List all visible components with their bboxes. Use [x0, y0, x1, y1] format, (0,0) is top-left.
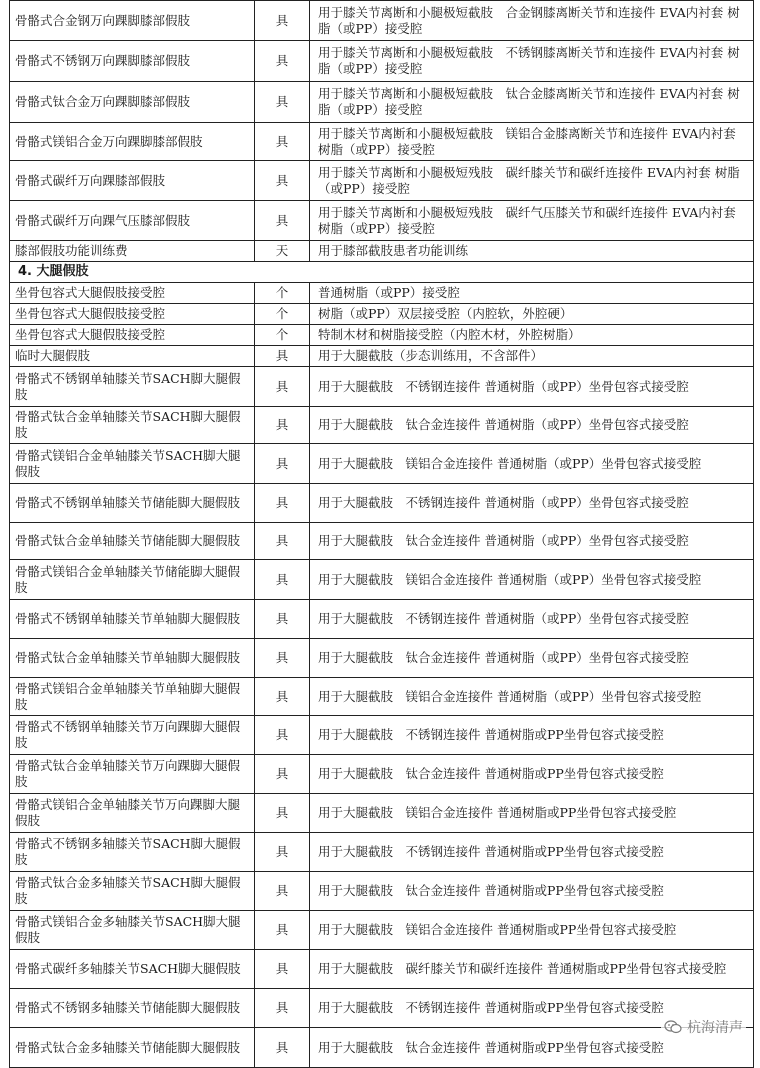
table-row	[10, 161, 754, 201]
description-cell: 用于大腿截肢 钛合金连接件 普通树脂（或PP）坐骨包容式接受腔	[310, 523, 754, 560]
item-name-cell: 骨骼式钛合金多轴膝关节SACH脚大腿假肢	[10, 872, 255, 911]
description-cell: 用于大腿截肢 不锈钢连接件 普通树脂或PP坐骨包容式接受腔	[310, 833, 754, 872]
unit-cell: 个	[255, 304, 310, 325]
item-name-cell: 骨骼式不锈钢单轴膝关节万向踝脚大腿假肢	[10, 716, 255, 755]
description-cell: 用于大腿截肢（步态训练用，不含部件）	[310, 346, 754, 367]
item-name-cell: 骨骼式合金钢万向踝脚膝部假肢	[10, 1, 255, 41]
unit-cell: 具	[255, 123, 310, 161]
description-cell: 普通树脂（或PP）接受腔	[310, 283, 754, 304]
description-cell: 用于大腿截肢 镁铝合金连接件 普通树脂（或PP）坐骨包容式接受腔	[310, 444, 754, 484]
item-name-cell: 骨骼式镁铝合金多轴膝关节SACH脚大腿假肢	[10, 911, 255, 950]
item-name-cell: 骨骼式不锈钢单轴膝关节单轴脚大腿假肢	[10, 600, 255, 639]
description-cell: 用于大腿截肢 不锈钢连接件 普通树脂（或PP）坐骨包容式接受腔	[310, 484, 754, 523]
item-name-cell: 骨骼式碳纤万向踝膝部假肢	[10, 161, 255, 201]
table-row	[10, 950, 754, 989]
unit-cell: 具	[255, 82, 310, 123]
item-name-cell: 骨骼式钛合金单轴膝关节储能脚大腿假肢	[10, 523, 255, 560]
description-cell: 用于膝关节离断和小腿极短截肢 钛合金膝离断关节和连接件 EVA内衬套 树脂（或PP）接受腔	[310, 82, 754, 123]
section-title: 4. 大腿假肢	[10, 262, 754, 283]
item-name-cell: 骨骼式钛合金单轴膝关节单轴脚大腿假肢	[10, 639, 255, 678]
description-cell: 用于大腿截肢 镁铝合金连接件 普通树脂（或PP）坐骨包容式接受腔	[310, 678, 754, 716]
item-name-cell: 坐骨包容式大腿假肢接受腔	[10, 325, 255, 346]
table-row	[10, 241, 754, 262]
description-cell: 用于大腿截肢 碳纤膝关节和碳纤连接件 普通树脂或PP坐骨包容式接受腔	[310, 950, 754, 989]
table-row	[10, 678, 754, 716]
description-cell: 用于大腿截肢 镁铝合金连接件 普通树脂或PP坐骨包容式接受腔	[310, 794, 754, 833]
table-row	[10, 407, 754, 444]
item-name-cell: 骨骼式不锈钢多轴膝关节储能脚大腿假肢	[10, 989, 255, 1028]
wechat-icon	[664, 1020, 682, 1034]
item-name-cell: 骨骼式钛合金单轴膝关节万向踝脚大腿假肢	[10, 755, 255, 794]
table-row	[10, 523, 754, 560]
watermark-text: 杭海清声	[687, 1020, 743, 1036]
table-row	[10, 367, 754, 407]
unit-cell: 具	[255, 911, 310, 950]
description-cell: 用于大腿截肢 钛合金连接件 普通树脂或PP坐骨包容式接受腔	[310, 1028, 754, 1068]
item-name-cell: 骨骼式碳纤万向踝气压膝部假肢	[10, 201, 255, 241]
item-name-cell: 骨骼式碳纤多轴膝关节SACH脚大腿假肢	[10, 950, 255, 989]
item-name-cell: 骨骼式镁铝合金单轴膝关节SACH脚大腿假肢	[10, 444, 255, 484]
table-row	[10, 444, 754, 484]
unit-cell: 具	[255, 716, 310, 755]
item-name-cell: 骨骼式不锈钢单轴膝关节SACH脚大腿假肢	[10, 367, 255, 407]
description-cell: 用于大腿截肢 钛合金连接件 普通树脂或PP坐骨包容式接受腔	[310, 755, 754, 794]
table-row	[10, 833, 754, 872]
description-cell: 用于膝部截肢患者功能训练	[310, 241, 754, 262]
item-name-cell: 骨骼式镁铝合金单轴膝关节单轴脚大腿假肢	[10, 678, 255, 716]
unit-cell: 具	[255, 41, 310, 82]
description-cell: 用于大腿截肢 镁铝合金连接件 普通树脂（或PP）坐骨包容式接受腔	[310, 560, 754, 600]
unit-cell: 具	[255, 833, 310, 872]
description-cell: 特制木材和树脂接受腔（内腔木材，外腔树脂）	[310, 325, 754, 346]
unit-cell: 天	[255, 241, 310, 262]
item-name-cell: 临时大腿假肢	[10, 346, 255, 367]
item-name-cell: 骨骼式不锈钢单轴膝关节储能脚大腿假肢	[10, 484, 255, 523]
unit-cell: 具	[255, 678, 310, 716]
description-cell: 用于膝关节离断和小腿极短截肢 不锈钢膝离断关节和连接件 EVA内衬套 树脂（或PP）接受腔	[310, 41, 754, 82]
unit-cell: 个	[255, 283, 310, 304]
watermark	[661, 1016, 746, 1038]
table-row	[10, 794, 754, 833]
unit-cell: 具	[255, 346, 310, 367]
table-row	[10, 41, 754, 82]
description-cell: 用于大腿截肢 不锈钢连接件 普通树脂（或PP）坐骨包容式接受腔	[310, 367, 754, 407]
description-cell: 用于膝关节离断和小腿极短残肢 碳纤气压膝关节和碳纤连接件 EVA内衬套 树脂（或PP）接受腔	[310, 201, 754, 241]
description-cell: 用于大腿截肢 镁铝合金连接件 普通树脂或PP坐骨包容式接受腔	[310, 911, 754, 950]
table-row	[10, 755, 754, 794]
table-row	[10, 560, 754, 600]
item-name-cell: 骨骼式镁铝合金万向踝脚膝部假肢	[10, 123, 255, 161]
table-row	[10, 304, 754, 325]
description-cell: 树脂（或PP）双层接受腔（内腔软，外腔硬）	[310, 304, 754, 325]
table-row	[10, 1028, 754, 1068]
item-name-cell: 骨骼式钛合金万向踝脚膝部假肢	[10, 82, 255, 123]
description-cell: 用于膝关节离断和小腿极短截肢 镁铝合金膝离断关节和连接件 EVA内衬套 树脂（或PP）接受腔	[310, 123, 754, 161]
unit-cell: 具	[255, 600, 310, 639]
unit-cell: 具	[255, 794, 310, 833]
item-name-cell: 坐骨包容式大腿假肢接受腔	[10, 304, 255, 325]
table-row	[10, 716, 754, 755]
description-cell: 用于大腿截肢 不锈钢连接件 普通树脂或PP坐骨包容式接受腔	[310, 989, 754, 1028]
description-cell: 用于大腿截肢 钛合金连接件 普通树脂或PP坐骨包容式接受腔	[310, 872, 754, 911]
description-cell: 用于大腿截肢 钛合金连接件 普通树脂（或PP）坐骨包容式接受腔	[310, 639, 754, 678]
unit-cell: 具	[255, 872, 310, 911]
unit-cell: 具	[255, 1028, 310, 1068]
unit-cell: 具	[255, 407, 310, 444]
table-row	[10, 346, 754, 367]
item-name-cell: 骨骼式镁铝合金单轴膝关节万向踝脚大腿假肢	[10, 794, 255, 833]
table-row	[10, 201, 754, 241]
unit-cell: 具	[255, 523, 310, 560]
item-name-cell: 坐骨包容式大腿假肢接受腔	[10, 283, 255, 304]
unit-cell: 具	[255, 484, 310, 523]
item-name-cell: 骨骼式镁铝合金单轴膝关节储能脚大腿假肢	[10, 560, 255, 600]
item-name-cell: 骨骼式不锈钢万向踝脚膝部假肢	[10, 41, 255, 82]
description-cell: 用于膝关节离断和小腿极短残肢 碳纤膝关节和碳纤连接件 EVA内衬套 树脂（或PP）接受腔	[310, 161, 754, 201]
unit-cell: 具	[255, 639, 310, 678]
table-row	[10, 872, 754, 911]
table-row	[10, 484, 754, 523]
unit-cell: 个	[255, 325, 310, 346]
description-cell: 用于大腿截肢 不锈钢连接件 普通树脂（或PP）坐骨包容式接受腔	[310, 600, 754, 639]
unit-cell: 具	[255, 444, 310, 484]
table-row	[10, 123, 754, 161]
table-row	[10, 82, 754, 123]
description-cell: 用于膝关节离断和小腿极短截肢 合金钢膝离断关节和连接件 EVA内衬套 树脂（或PP）接受腔	[310, 1, 754, 41]
table-row	[10, 1, 754, 41]
section-header-row	[10, 262, 754, 283]
unit-cell: 具	[255, 161, 310, 201]
description-cell: 用于大腿截肢 钛合金连接件 普通树脂（或PP）坐骨包容式接受腔	[310, 407, 754, 444]
table-body	[10, 1, 754, 1068]
table-row	[10, 600, 754, 639]
price-list-table	[9, 0, 754, 1068]
item-name-cell: 膝部假肢功能训练费	[10, 241, 255, 262]
unit-cell: 具	[255, 367, 310, 407]
table-row	[10, 639, 754, 678]
unit-cell: 具	[255, 950, 310, 989]
item-name-cell: 骨骼式钛合金多轴膝关节储能脚大腿假肢	[10, 1028, 255, 1068]
unit-cell: 具	[255, 1, 310, 41]
table-row	[10, 989, 754, 1028]
unit-cell: 具	[255, 755, 310, 794]
item-name-cell: 骨骼式不锈钢多轴膝关节SACH脚大腿假肢	[10, 833, 255, 872]
unit-cell: 具	[255, 560, 310, 600]
table-row	[10, 283, 754, 304]
unit-cell: 具	[255, 989, 310, 1028]
item-name-cell: 骨骼式钛合金单轴膝关节SACH脚大腿假肢	[10, 407, 255, 444]
unit-cell: 具	[255, 201, 310, 241]
table-row	[10, 325, 754, 346]
table-row	[10, 911, 754, 950]
description-cell: 用于大腿截肢 不锈钢连接件 普通树脂或PP坐骨包容式接受腔	[310, 716, 754, 755]
